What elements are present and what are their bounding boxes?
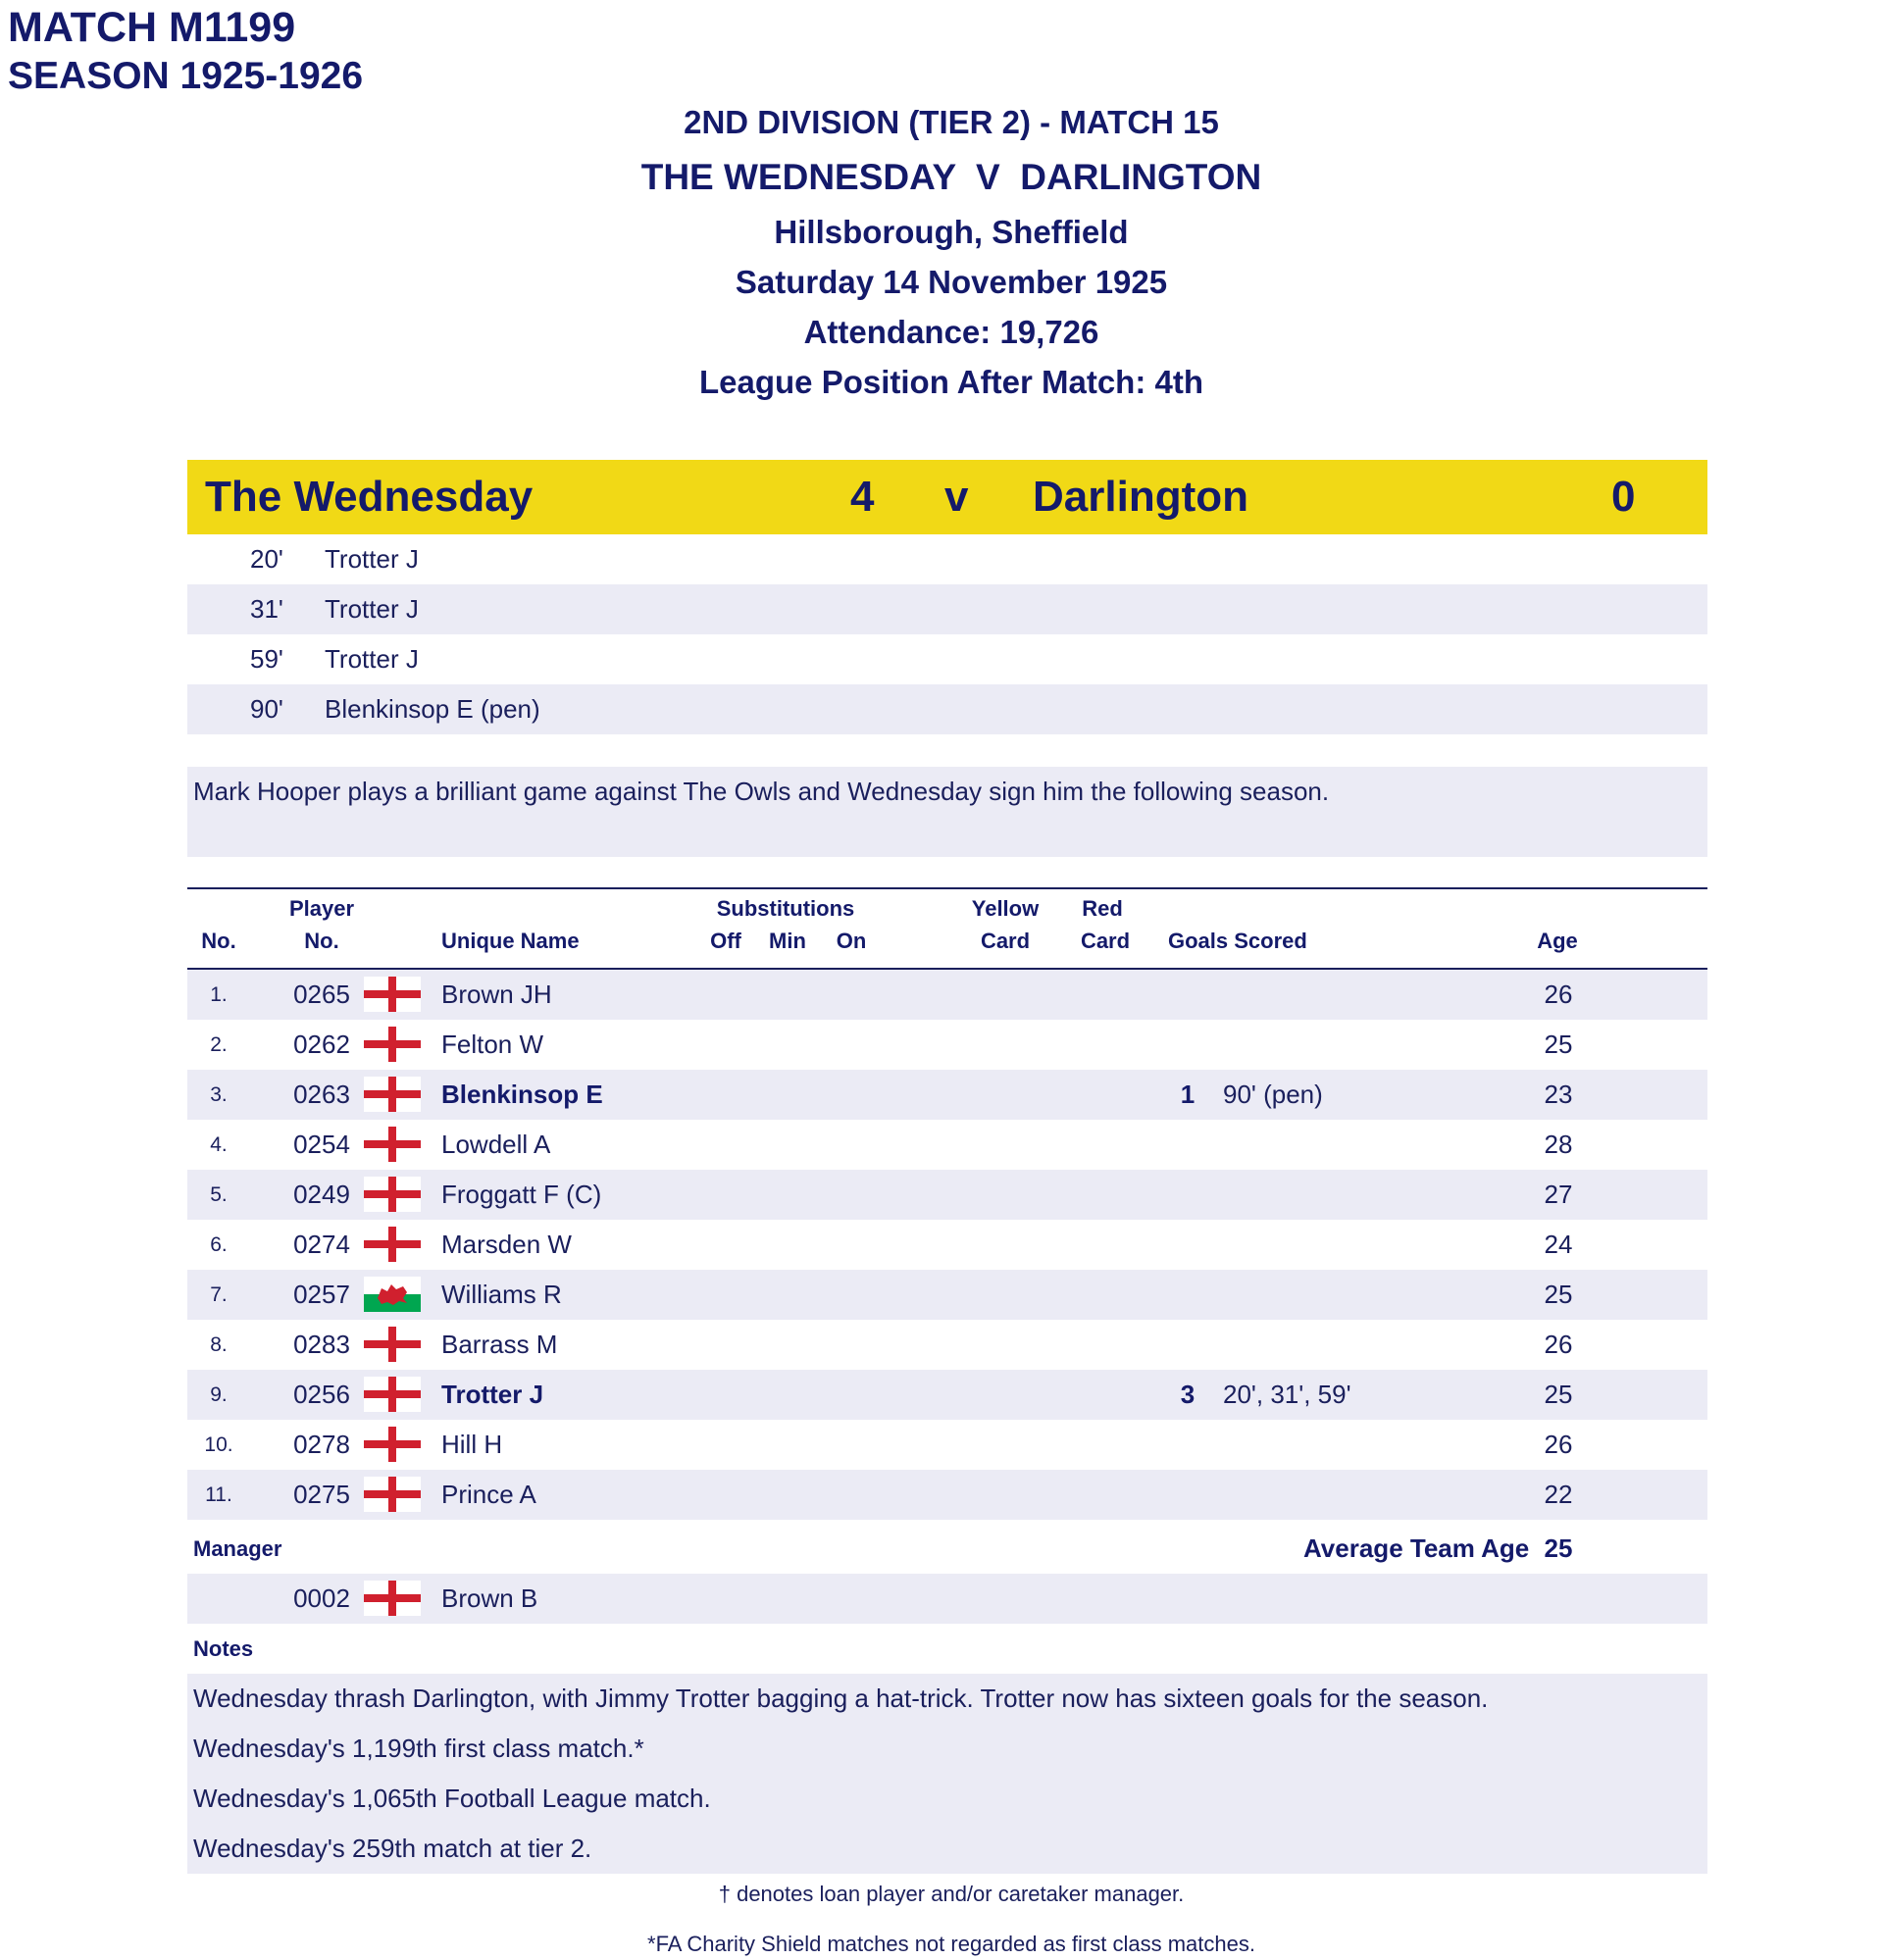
goal-scorer: Trotter J xyxy=(325,644,419,674)
player-number: 0263 xyxy=(293,1080,350,1109)
player-name: Barrass M xyxy=(441,1330,558,1359)
england-flag-icon xyxy=(364,1127,421,1162)
england-flag-icon xyxy=(364,1327,421,1362)
player-row xyxy=(187,970,1707,1020)
player-row xyxy=(187,1470,1707,1520)
player-number: 0275 xyxy=(293,1480,350,1509)
shirt-number: 1. xyxy=(210,983,228,1006)
note-text: Wednesday's 1,199th first class match.* xyxy=(193,1734,644,1763)
col-header-substitutions: Substitutions xyxy=(716,896,855,921)
col-header-sub-on: On xyxy=(836,929,867,953)
note-text: Wednesday's 259th match at tier 2. xyxy=(193,1834,592,1863)
player-name: Lowdell A xyxy=(441,1130,551,1159)
player-number: 0249 xyxy=(293,1180,350,1209)
player-age: 25 xyxy=(1544,1280,1573,1309)
col-header-sub-off: Off xyxy=(710,929,741,953)
player-number: 0262 xyxy=(293,1030,350,1059)
shirt-number: 11. xyxy=(205,1483,232,1506)
player-row xyxy=(187,1070,1707,1120)
goal-times: 20', 31', 59' xyxy=(1223,1380,1351,1409)
table-top-divider xyxy=(187,887,1707,889)
player-age: 24 xyxy=(1544,1230,1573,1259)
england-flag-icon xyxy=(364,1027,421,1062)
player-row xyxy=(187,1370,1707,1420)
note-row xyxy=(187,1724,1707,1774)
shirt-number: 9. xyxy=(210,1383,228,1406)
player-name: Felton W xyxy=(441,1030,544,1059)
player-name: Brown JH xyxy=(441,980,552,1009)
goals-count: 1 xyxy=(1180,1080,1196,1109)
goal-scorer: Blenkinsop E (pen) xyxy=(325,694,540,724)
note-row xyxy=(187,1774,1707,1824)
note-text: Wednesday's 1,065th Football League match. xyxy=(193,1784,711,1813)
shirt-number: 2. xyxy=(210,1033,228,1056)
goal-scorer: Trotter J xyxy=(325,544,419,574)
division-title: 2ND DIVISION (TIER 2) - MATCH 15 xyxy=(684,104,1219,140)
player-row xyxy=(187,1320,1707,1370)
england-flag-icon xyxy=(364,977,421,1012)
player-age: 25 xyxy=(1544,1380,1573,1409)
england-flag-icon xyxy=(364,1477,421,1512)
player-number: 0274 xyxy=(293,1230,350,1259)
player-age: 28 xyxy=(1544,1130,1573,1159)
match-comment: Mark Hooper plays a brilliant game against The Owls and Wednesday sign him the following season. xyxy=(193,777,1330,806)
home-team: The Wednesday xyxy=(205,473,534,521)
player-name: Williams R xyxy=(441,1280,562,1309)
shirt-number: 10. xyxy=(204,1433,233,1456)
player-number: 0283 xyxy=(293,1330,350,1359)
shirt-number: 4. xyxy=(210,1133,228,1156)
england-flag-icon xyxy=(364,1581,421,1616)
match-date: Saturday 14 November 1925 xyxy=(735,264,1168,300)
player-row xyxy=(187,1120,1707,1170)
player-row xyxy=(187,1220,1707,1270)
manager-label: Manager xyxy=(193,1536,282,1561)
match-code: MATCH M1199 xyxy=(8,4,296,51)
col-header-yellow-top: Yellow xyxy=(971,896,1040,921)
player-name: Prince A xyxy=(441,1480,536,1509)
player-age: 25 xyxy=(1544,1030,1573,1059)
player-row xyxy=(187,1270,1707,1320)
col-header-player-no-bottom: No. xyxy=(304,929,339,953)
player-age: 26 xyxy=(1544,1430,1573,1459)
player-row xyxy=(187,1020,1707,1070)
player-age: 22 xyxy=(1544,1480,1573,1509)
player-row xyxy=(187,1170,1707,1220)
attendance: Attendance: 19,726 xyxy=(803,314,1099,350)
col-header-yellow-bottom: Card xyxy=(980,929,1031,953)
goal-times: 90' (pen) xyxy=(1223,1080,1323,1109)
player-number: 0257 xyxy=(293,1280,350,1309)
goal-minute: 90' xyxy=(250,694,283,724)
player-number: 0256 xyxy=(293,1380,350,1409)
venue: Hillsborough, Sheffield xyxy=(774,214,1129,250)
manager-name: Brown B xyxy=(441,1583,538,1613)
goal-minute: 20' xyxy=(250,544,283,574)
match-comment-box xyxy=(187,767,1707,857)
col-header-no: No. xyxy=(201,929,236,953)
manager-row xyxy=(187,1574,1707,1624)
fixture-title: THE WEDNESDAY V DARLINGTON xyxy=(640,157,1262,197)
player-age: 26 xyxy=(1544,1330,1573,1359)
player-age: 26 xyxy=(1544,980,1573,1009)
note-row xyxy=(187,1674,1707,1724)
goals-count: 3 xyxy=(1180,1380,1196,1409)
versus-label: v xyxy=(944,473,969,521)
away-team: Darlington xyxy=(1033,473,1248,521)
season-label: SEASON 1925-1926 xyxy=(8,55,364,97)
goal-minute: 31' xyxy=(250,594,283,624)
shirt-number: 6. xyxy=(210,1233,228,1256)
player-name: Froggatt F (C) xyxy=(441,1180,602,1209)
manager-number: 0002 xyxy=(293,1583,350,1613)
notes-header-row xyxy=(187,1624,1707,1674)
average-team-age: 25 xyxy=(1544,1533,1573,1563)
england-flag-icon xyxy=(364,1227,421,1262)
player-name: Blenkinsop E xyxy=(441,1080,603,1109)
away-score: 0 xyxy=(1611,473,1636,521)
player-name: Trotter J xyxy=(441,1380,544,1409)
player-name: Marsden W xyxy=(441,1230,572,1259)
goal-scorer: Trotter J xyxy=(325,594,419,624)
england-flag-icon xyxy=(364,1377,421,1412)
note-text: Wednesday thrash Darlington, with Jimmy Trotter bagging a hat-trick. Trotter now has sixteen goals for the season. xyxy=(193,1684,1489,1713)
col-header-sub-min: Min xyxy=(769,929,806,953)
col-header-player-no-top: Player xyxy=(288,896,355,921)
col-header-red-top: Red xyxy=(1082,896,1123,921)
shirt-number: 8. xyxy=(210,1333,228,1356)
goal-row xyxy=(187,684,1707,734)
goal-row xyxy=(187,584,1707,634)
wales-flag-icon xyxy=(364,1277,421,1312)
col-header-age: Age xyxy=(1537,929,1578,953)
notes-label: Notes xyxy=(193,1636,254,1661)
goal-row xyxy=(187,534,1707,584)
england-flag-icon xyxy=(364,1427,421,1462)
note-row xyxy=(187,1824,1707,1874)
goal-row xyxy=(187,634,1707,684)
col-header-goals-scored: Goals Scored xyxy=(1168,929,1307,953)
player-number: 0254 xyxy=(293,1130,350,1159)
england-flag-icon xyxy=(364,1177,421,1212)
shirt-number: 3. xyxy=(210,1083,228,1106)
goal-minute: 59' xyxy=(250,644,283,674)
col-header-unique-name: Unique Name xyxy=(441,929,580,953)
loan-footnote: † denotes loan player and/or caretaker manager. xyxy=(718,1882,1185,1906)
average-team-age-label: Average Team Age xyxy=(1303,1533,1530,1563)
shirt-number: 5. xyxy=(210,1183,228,1206)
score-bar xyxy=(187,460,1707,534)
league-position: League Position After Match: 4th xyxy=(699,364,1203,400)
player-age: 23 xyxy=(1544,1080,1573,1109)
player-number: 0265 xyxy=(293,980,350,1009)
player-number: 0278 xyxy=(293,1430,350,1459)
player-name: Hill H xyxy=(441,1430,503,1459)
charity-shield-footnote: *FA Charity Shield matches not regarded as first class matches. xyxy=(647,1932,1255,1956)
col-header-red-bottom: Card xyxy=(1080,929,1131,953)
shirt-number: 7. xyxy=(210,1283,228,1306)
england-flag-icon xyxy=(364,1077,421,1112)
manager-header-row xyxy=(187,1524,1707,1574)
player-age: 27 xyxy=(1544,1180,1573,1209)
home-score: 4 xyxy=(850,473,875,521)
player-row xyxy=(187,1420,1707,1470)
